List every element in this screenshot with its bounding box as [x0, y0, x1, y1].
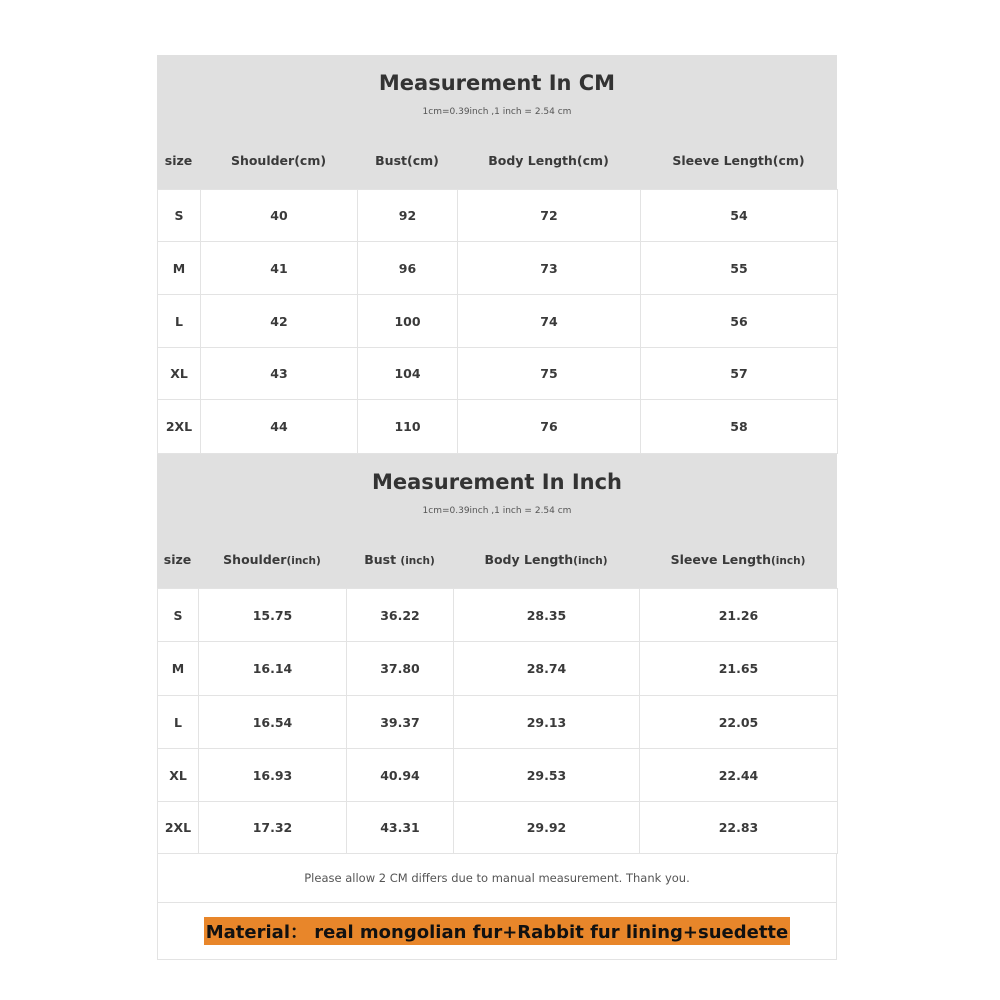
inch-table	[157, 588, 838, 854]
material-label: Material： real mongolian fur+Rabbit fur lining+suedette	[204, 917, 791, 945]
table-row	[158, 348, 838, 400]
sleeve-length-cell: 22.05	[640, 696, 838, 749]
disclaimer-text: Please allow 2 CM differs due to manual measurement. Thank you.	[304, 871, 690, 885]
body-length-cell: 29.92	[454, 802, 640, 854]
bust-cell: 110	[358, 400, 458, 454]
bust-cell: 96	[358, 242, 458, 295]
table-row	[158, 295, 838, 348]
cm-header	[157, 55, 837, 189]
body-length-cell: 29.53	[454, 749, 640, 802]
bust-cell: 36.22	[347, 589, 454, 642]
size-cell: L	[158, 295, 201, 348]
table-row	[158, 749, 838, 802]
body-length-cell: 29.13	[454, 696, 640, 749]
sleeve-length-cell: 22.83	[640, 802, 838, 854]
sleeve-length-cell: 58	[641, 400, 838, 454]
inch-header-body-length: Body Length(inch)	[484, 552, 608, 567]
table-row	[158, 642, 838, 696]
body-length-cell: 74	[458, 295, 641, 348]
bust-cell: 92	[358, 190, 458, 242]
body-length-cell: 76	[458, 400, 641, 454]
size-cell: M	[158, 642, 199, 696]
shoulder-cell: 15.75	[199, 589, 347, 642]
size-cell: S	[158, 190, 201, 242]
inch-header-bust: Bust (inch)	[364, 552, 435, 567]
shoulder-cell: 40	[201, 190, 358, 242]
size-cell: XL	[158, 749, 199, 802]
bust-cell: 37.80	[347, 642, 454, 696]
shoulder-cell: 41	[201, 242, 358, 295]
cm-title: Measurement In CM	[378, 71, 616, 95]
body-length-cell: 28.35	[454, 589, 640, 642]
size-cell: L	[158, 696, 199, 749]
cm-header-sleeve-length: Sleeve Length(cm)	[672, 153, 805, 168]
inch-header-size: size	[163, 552, 192, 567]
cm-header-shoulder: Shoulder(cm)	[230, 153, 327, 168]
shoulder-cell: 43	[201, 348, 358, 400]
table-row	[158, 242, 838, 295]
sleeve-length-cell: 57	[641, 348, 838, 400]
sleeve-length-cell: 21.65	[640, 642, 838, 696]
table-row	[158, 400, 838, 454]
table-row	[158, 190, 838, 242]
shoulder-cell: 44	[201, 400, 358, 454]
cm-header-bust: Bust(cm)	[375, 153, 439, 168]
size-cell: 2XL	[158, 802, 199, 854]
bust-cell: 104	[358, 348, 458, 400]
sleeve-length-cell: 54	[641, 190, 838, 242]
material-row	[157, 903, 837, 960]
shoulder-cell: 42	[201, 295, 358, 348]
body-length-cell: 72	[458, 190, 641, 242]
size-chart	[157, 55, 837, 960]
inch-title: Measurement In Inch	[371, 470, 623, 494]
sleeve-length-cell: 22.44	[640, 749, 838, 802]
inch-header-sleeve-length: Sleeve Length(inch)	[670, 552, 806, 567]
shoulder-cell: 16.54	[199, 696, 347, 749]
inch-header	[157, 454, 837, 588]
cm-conversion-note: 1cm=0.39inch ,1 inch = 2.54 cm	[422, 107, 572, 117]
body-length-cell: 73	[458, 242, 641, 295]
sleeve-length-cell: 55	[641, 242, 838, 295]
size-cell: M	[158, 242, 201, 295]
body-length-cell: 28.74	[454, 642, 640, 696]
shoulder-cell: 16.14	[199, 642, 347, 696]
shoulder-cell: 17.32	[199, 802, 347, 854]
table-row	[158, 696, 838, 749]
sleeve-length-cell: 56	[641, 295, 838, 348]
cm-header-size: size	[164, 153, 193, 168]
size-cell: S	[158, 589, 199, 642]
table-row	[158, 802, 838, 854]
body-length-cell: 75	[458, 348, 641, 400]
size-cell: 2XL	[158, 400, 201, 454]
bust-cell: 43.31	[347, 802, 454, 854]
inch-conversion-note: 1cm=0.39inch ,1 inch = 2.54 cm	[422, 506, 572, 516]
sleeve-length-cell: 21.26	[640, 589, 838, 642]
bust-cell: 40.94	[347, 749, 454, 802]
cm-table	[157, 189, 838, 454]
shoulder-cell: 16.93	[199, 749, 347, 802]
measurement-disclaimer	[157, 854, 837, 903]
inch-header-shoulder: Shoulder(inch)	[223, 552, 321, 567]
table-row	[158, 589, 838, 642]
cm-header-body-length: Body Length(cm)	[488, 153, 609, 168]
bust-cell: 39.37	[347, 696, 454, 749]
size-cell: XL	[158, 348, 201, 400]
bust-cell: 100	[358, 295, 458, 348]
